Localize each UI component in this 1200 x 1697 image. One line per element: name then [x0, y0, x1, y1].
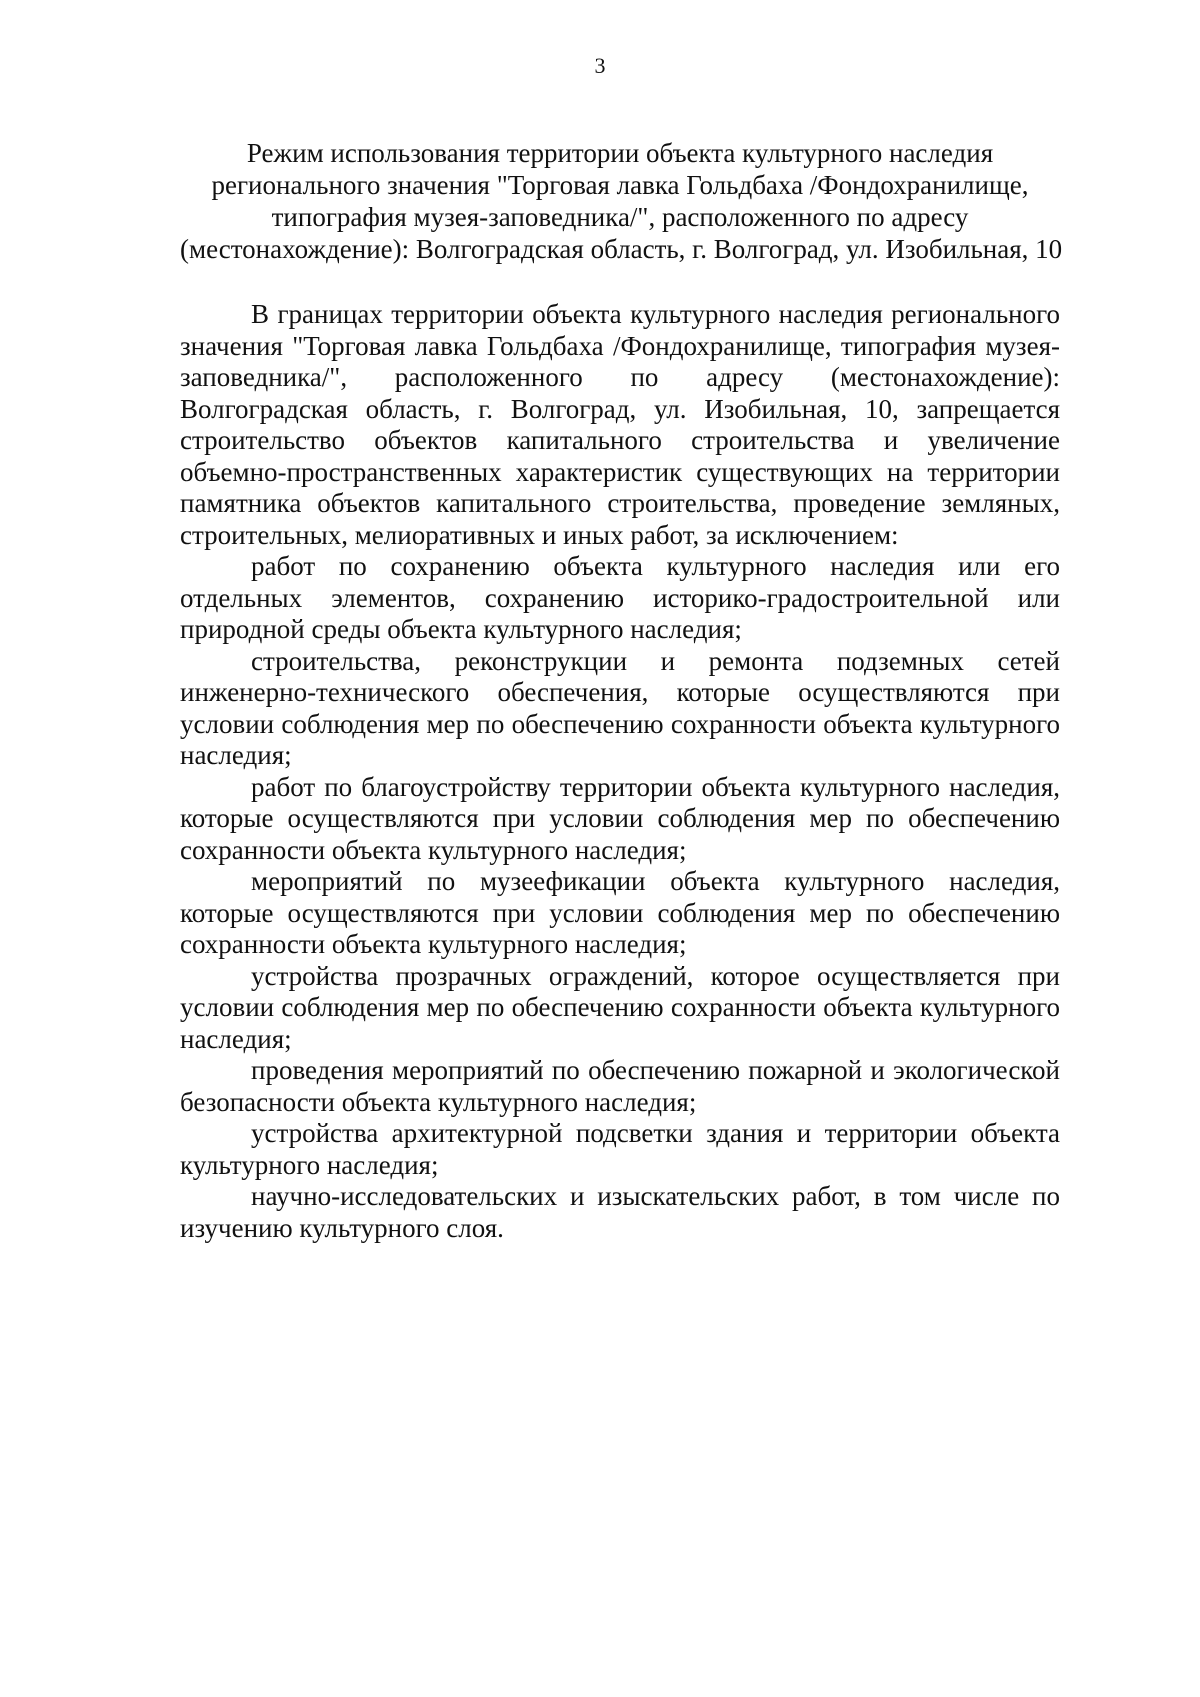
title-line: типография музея-заповедника/", расположенного по адресу	[271, 202, 969, 232]
intro-paragraph: В границах территории объекта культурного наследия регионального значения "Торговая лавка Гольдбаха /Фондохранилище, типография музея-заповедника/", расположенного по адресу (местонахождение): Волгоградская область, г. Волгоград, ул. Изобильная, 10, запрещается строительство объектов капитального строительства и увеличение объемно-пространственных характеристик существующих на территории памятника объектов капитального строительства, проведение земляных, строительных, мелиоративных и иных работ, за исключением:	[180, 299, 1060, 550]
exception-item: мероприятий по музеефикации объекта культурного наследия, которые осуществляются при условии соблюдения мер по обеспечению сохранности объекта культурного наследия;	[180, 866, 1060, 959]
exception-item: устройства прозрачных ограждений, которое осуществляется при условии соблюдения мер по обеспечению сохранности объекта культурного наследия;	[180, 960, 1060, 1054]
exception-item: научно-исследовательских и изыскательских работ, в том числе по изучению культурного слоя.	[180, 1181, 1060, 1243]
exception-item: проведения мероприятий по обеспечению пожарной и экологической безопасности объекта культурного наследия;	[180, 1055, 1060, 1117]
page-number: 3	[594, 53, 606, 78]
exception-item: строительства, реконструкции и ремонта подземных сетей инженерно-технического обеспечения, которые осуществляются при условии соблюдения мер по обеспечению сохранности объекта культурного наследия;	[180, 645, 1060, 770]
document-title	[180, 137, 1063, 265]
title-line: (местонахождение): Волгоградская область, г. Волгоград, ул. Изобильная, 10	[180, 234, 1063, 264]
document-body	[180, 299, 1060, 1244]
exception-item: устройства архитектурной подсветки здания и территории объекта культурного наследия;	[180, 1118, 1060, 1180]
exception-item: работ по сохранению объекта культурного наследия или его отдельных элементов, сохранению историко-градостроительной или природной среды объекта культурного наследия;	[180, 551, 1060, 644]
exception-item: работ по благоустройству территории объекта культурного наследия, которые осуществляются при условии соблюдения мер по обеспечению сохранности объекта культурного наследия;	[180, 771, 1060, 865]
title-line: Режим использования территории объекта культурного наследия	[246, 138, 994, 168]
title-line: регионального значения "Торговая лавка Гольдбаха /Фондохранилище,	[211, 170, 1029, 200]
